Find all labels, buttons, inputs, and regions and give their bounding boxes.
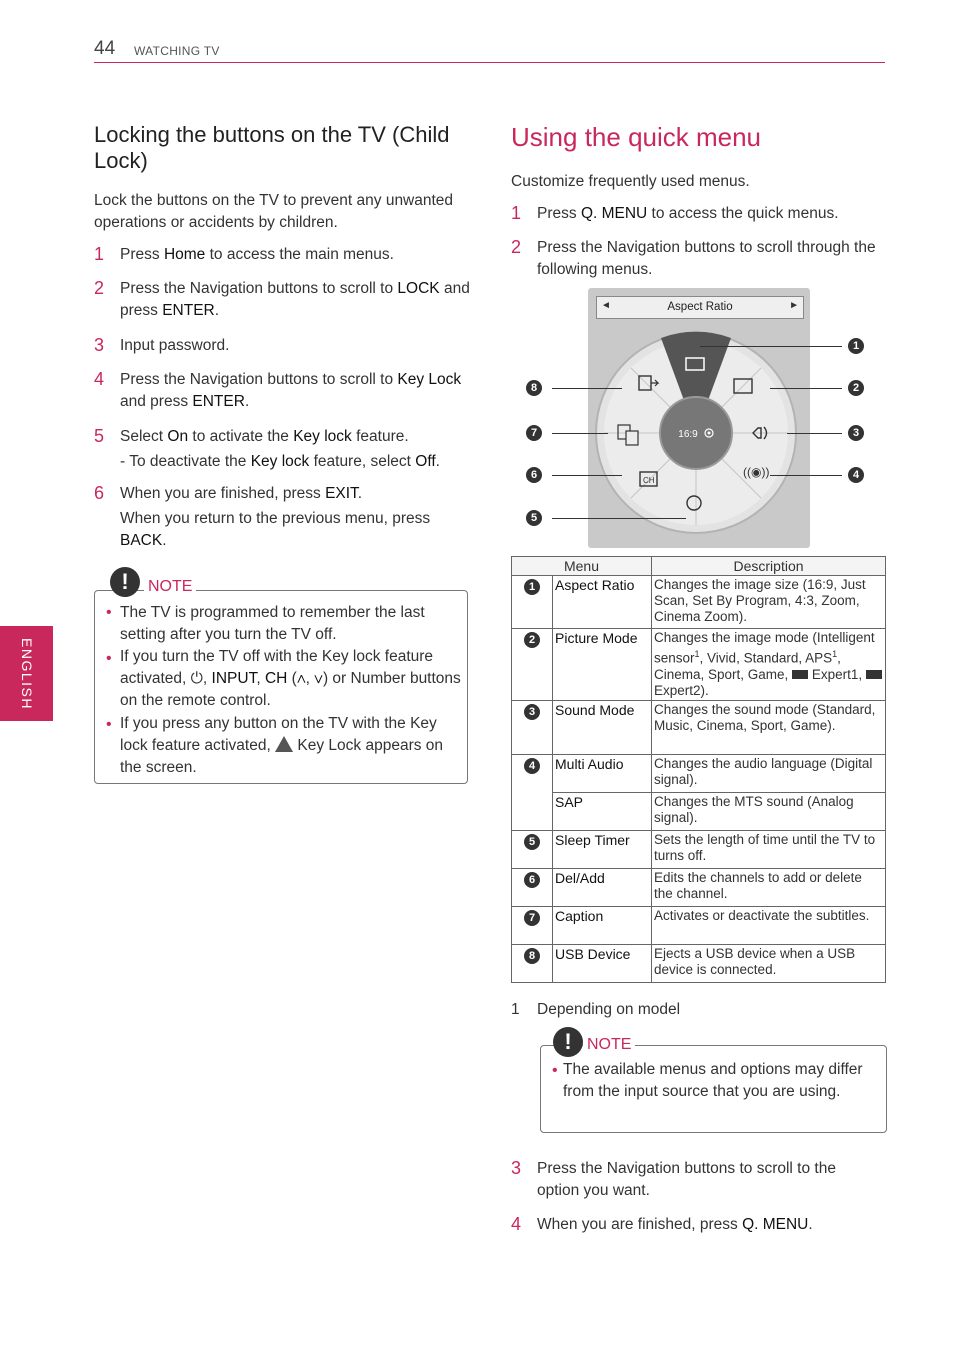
menu-description: Changes the audio language (Digital signal). [652,754,886,792]
step-text: Press Q. MENU to access the quick menus. [537,205,839,222]
table-row [512,944,886,982]
step-text: Press the Navigation buttons to scroll through the following menus. [537,239,876,278]
menu-description: Changes the image size (16:9, Just Scan, Set By Program, 4:3, Zoom, Cinema Zoom). [652,576,886,629]
step-subtext: When you return to the previous menu, press BACK. [120,510,431,549]
menu-name: Sleep Timer [553,830,652,868]
step-text: Input password. [120,337,230,354]
header-rule [94,62,885,63]
isf-icon [792,670,808,679]
row-number: 7 [524,910,540,926]
callout-line [552,433,608,434]
note-label: NOTE [583,1036,635,1054]
bullet-icon: • [552,1062,558,1079]
row-number: 4 [524,758,540,774]
menu-description: Changes the sound mode (Standard, Music, Cinema, Sport, Game). [652,700,886,754]
note-bullet-text: If you turn the TV off with the Key lock feature activated, ⏻, INPUT, CH (∧, ∨) or Number buttons on the remote control. [120,648,461,709]
table-row [512,576,886,629]
menu-name: Del/Add [553,868,652,906]
row-number: 3 [524,704,540,720]
step-number: 1 [511,203,522,223]
step-number: 5 [94,426,105,446]
table-row [512,754,886,792]
callout-marker: 1 [848,338,864,354]
svg-text:CH: CH [643,476,655,485]
menu-description: Activates or deactivate the subtitles. [652,906,886,944]
step-text: Select On to activate the Key lock feature. [120,428,409,445]
callout-line [770,388,842,389]
row-number: 2 [524,632,540,648]
quick-menu-intro: Customize frequently used menus. [511,173,750,190]
menu-name: Aspect Ratio [553,576,652,629]
power-icon: ⏻ [190,670,203,687]
row-number: 8 [524,948,540,964]
step-number: 1 [94,244,105,264]
language-tab [0,626,53,721]
menu-description: Changes the image mode (Intelligent sensor$^1$, Vivid, Standard, APS$^1$, Cinema, Sport, Game, Expert1, Expert2). [652,629,886,701]
menu-name: Picture Mode [553,629,652,701]
menu-description: Ejects a USB device when a USB device is connected. [652,944,886,982]
step-number: 2 [94,278,105,298]
step-number: 4 [511,1214,522,1234]
aspect-ratio-label: Aspect Ratio [667,301,733,313]
menu-description: Changes the MTS sound (Analog signal). [652,792,886,830]
quick-menu-heading: Using the quick menu [511,122,762,152]
step-text: When you are finished, press EXIT. [120,485,363,502]
quick-menu-screen [588,288,810,548]
callout-line [552,475,622,476]
callout-marker: 7 [526,425,542,441]
child-lock-intro: Lock the buttons on the TV to prevent any unwanted operations or accidents by children. [94,192,454,231]
column-header: Menu [512,557,652,576]
step-number: 3 [94,335,105,355]
quick-menu-table [511,556,886,983]
table-row [512,629,886,701]
column-header: Description [652,557,886,576]
callout-marker: 4 [848,467,864,483]
menu-name: USB Device [553,944,652,982]
menu-name: Multi Audio [553,754,652,792]
note-bullet-text: The available menus and options may differ from the input source that you are using. [563,1061,863,1100]
step-text: Press the Navigation buttons to scroll to the option you want. [537,1160,836,1199]
step-subtext: - To deactivate the Key lock feature, select Off. [120,453,440,470]
center-label: 16:9 [678,429,698,440]
callout-line [770,475,842,476]
callout-marker: 6 [526,467,542,483]
table-row [512,700,886,754]
footnote-number: 1 [511,1001,520,1018]
bullet-icon: • [106,650,112,667]
aspect-ratio-bar[interactable] [596,296,804,319]
menu-description: Sets the length of time until the TV to turns off. [652,830,886,868]
table-row [512,830,886,868]
step-number: 4 [94,369,105,389]
arrow-left-icon[interactable]: ◄ [601,300,611,311]
step-number: 6 [94,483,105,503]
step-number: 2 [511,237,522,257]
callout-line [552,388,622,389]
page-number: 44 [94,38,116,59]
menu-description: Edits the channels to add or delete the channel. [652,868,886,906]
menu-name: SAP [553,792,652,830]
callout-marker: 2 [848,380,864,396]
footnote-text: Depending on model [537,1001,681,1018]
callout-marker: 8 [526,380,542,396]
step-number: 3 [511,1158,522,1178]
multi-audio-icon: ((◉)) [743,465,770,479]
callout-line [700,346,842,347]
note-label: NOTE [144,578,196,596]
bullet-icon: • [106,716,112,733]
table-header-row [512,557,886,576]
arrow-right-icon[interactable]: ► [789,300,799,311]
menu-name: Caption [553,906,652,944]
child-lock-heading: Locking the buttons on the TV (Child Lock) [94,122,450,173]
note-bullet-text: The TV is programmed to remember the last setting after you turn the TV off. [120,604,425,643]
quick-menu-wheel [588,320,810,548]
menu-name: Sound Mode [553,700,652,754]
isf-icon [866,670,882,679]
bullet-icon: • [106,604,112,621]
note-bullet-text: If you press any button on the TV with the Key lock feature activated, Key Lock appears on the screen. [120,715,444,776]
table-row [512,792,886,830]
row-number: 5 [524,834,540,850]
step-text: Press the Navigation buttons to scroll to LOCK and press ENTER. [120,280,470,319]
callout-marker: 5 [526,510,542,526]
exclamation-icon: ! [553,1027,583,1057]
callout-line [787,433,842,434]
row-number: 6 [524,872,540,888]
row-number: 1 [524,579,540,595]
callout-line [552,518,686,519]
exclamation-icon: ! [110,567,140,597]
step-text: When you are finished, press Q. MENU. [537,1216,813,1233]
table-row [512,906,886,944]
language-tab-label: ENGLISH [18,637,35,710]
callout-marker: 3 [848,425,864,441]
section-title: WATCHING TV [134,44,220,58]
step-text: Press Home to access the main menus. [120,246,394,263]
step-text: Press the Navigation buttons to scroll to Key Lock and press ENTER. [120,371,462,410]
table-row [512,868,886,906]
warning-icon [275,736,293,752]
